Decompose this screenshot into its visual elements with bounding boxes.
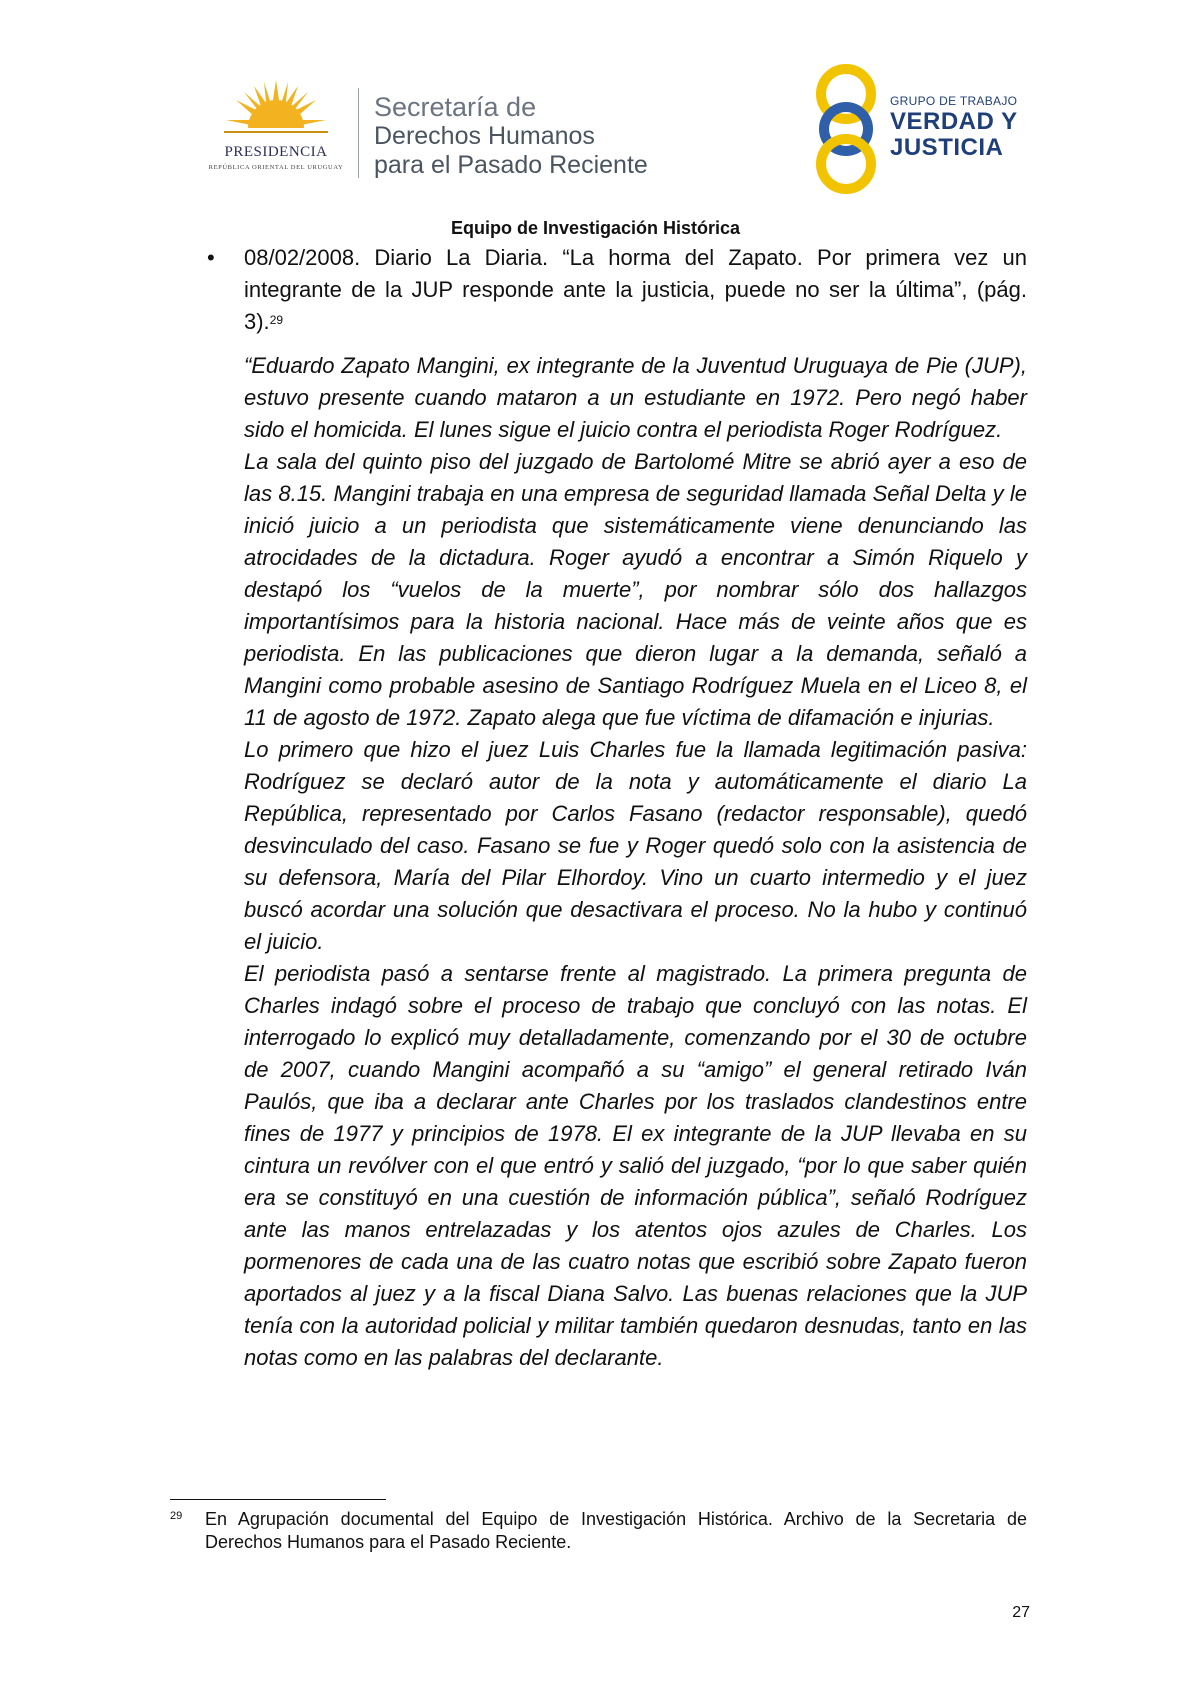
verdad-justicia-logo xyxy=(810,64,1030,194)
grupo-trabajo-label: GRUPO DE TRABAJO xyxy=(890,94,1018,108)
quote-paragraph: “Eduardo Zapato Mangini, ex integrante de la Juventud Uruguaya de Pie (JUP), estuvo presente cuando mataron a un estudiante en 1972. Pero negó haber sido el homicida. El lunes sigue el juicio contra el periodista Roger Rodríguez. xyxy=(244,353,1027,442)
team-title: Equipo de Investigación Histórica xyxy=(450,218,741,238)
entry-heading xyxy=(244,242,1027,338)
page-number: 27 xyxy=(1012,1604,1030,1621)
secretaria-title xyxy=(374,92,714,180)
secretaria-line-3: para el Pasado Reciente xyxy=(374,151,648,179)
sun-icon xyxy=(218,78,334,142)
justicia-label: JUSTICIA xyxy=(890,134,1004,161)
footnote-reference: 29 xyxy=(269,313,284,327)
bullet-icon: • xyxy=(207,245,215,270)
presidencia-subtitle: REPÚBLICA ORIENTAL DEL URUGUAY xyxy=(208,164,344,171)
footnote-number: 29 xyxy=(170,1510,183,1522)
verdad-label: VERDAD Y xyxy=(890,108,1018,135)
footnote-text: En Agrupación documental del Equipo de Investigación Histórica. Archivo de la Secretaria de Derechos Humanos para el Pasado Reciente. xyxy=(205,1509,1027,1552)
article-quote xyxy=(244,350,1027,1374)
secretaria-line-2: Derechos Humanos xyxy=(374,122,595,150)
presidencia-logo xyxy=(196,78,356,188)
quote-paragraph: La sala del quinto piso del juzgado de Bartolomé Mitre se abrió ayer a eso de las 8.15. Mangini trabaja en una empresa de seguridad llamada Señal Delta y le inició juicio a un periodista que sistemáticamente viene denunciando las atrocidades de la dictadura. Roger ayudó a encontrar a Simón Riquelo y destapó los “vuelos de la muerte”, por nombrar sólo dos hallazgos importantísimos para la historia nacional. Hace más de veinte años que es periodista. En las publicaciones que dieron lugar a la demanda, señaló a Mangini como probable asesino de Santiago Rodríguez Muela en el Liceo 8, el 11 de agosto de 1972. Zapato alega que fue víctima de difamación e injurias. xyxy=(244,449,1027,730)
secretaria-line-1: Secretaría de xyxy=(374,92,537,122)
quote-paragraph: El periodista pasó a sentarse frente al magistrado. La primera pregunta de Charles indagó sobre el proceso de trabajo que concluyó con las notas. El interrogado lo explicó muy detalladamente, comenzando por el 30 de octubre de 2007, cuando Mangini acompañó a su “amigo” el general retirado Iván Paulós, que iba a declarar ante Charles por los traslados clandestinos entre fines de 1977 y principios de 1978. El ex integrante de la JUP llevaba en su cintura un revólver con el que entró y salió del juzgado, “por lo que saber quién era se constituyó en una cuestión de información pública”, señaló Rodríguez ante las manos entrelazadas y los atentos ojos azules de Charles. Los pormenores de cada una de las cuatro notas que escribió sobre Zapato fueron aportados al juez y a la fiscal Diana Salvo. Las buenas relaciones que la JUP tenía con la autoridad policial y militar también quedaron desnudas, tanto en las notas como en las palabras del declarante. xyxy=(244,961,1027,1370)
header-divider xyxy=(358,88,359,178)
quote-paragraph: Lo primero que hizo el juez Luis Charles fue la llamada legitimación pasiva: Rodríguez se declaró autor de la nota y automáticamente el diario La República, representado por Carlos Fasano (redactor responsable), quedó desvinculado del caso. Fasano se fue y Roger quedó solo con la asistencia de su defensora, María del Pilar Elhordoy. Vino un cuarto intermedio y el juez buscó acordar una solución que desactivara el proceso. No la hubo y continuó el juicio. xyxy=(244,737,1027,954)
page-header xyxy=(0,0,1191,210)
presidencia-name: PRESIDENCIA xyxy=(224,144,328,160)
footnote-divider xyxy=(170,1499,386,1500)
linked-rings-icon xyxy=(810,64,890,194)
entry-text: 08/02/2008. Diario La Diaria. “La horma del Zapato. Por primera vez un integrante de la JUP responde ante la justicia, puede no ser la última”, (pág. 3). xyxy=(244,245,1027,334)
